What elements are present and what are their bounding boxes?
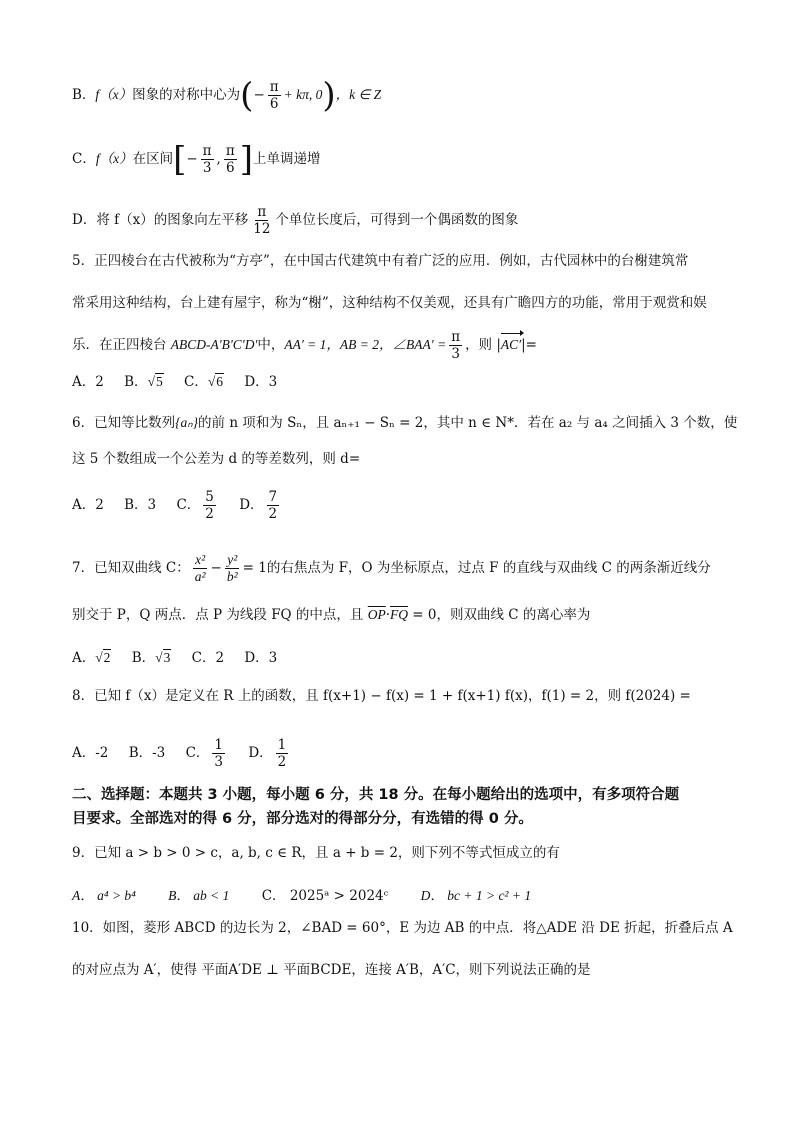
section-2-heading-line-2: 目要求。全部选对的得 6 分，部分选对的得部分分，有选错的得 0 分。	[72, 811, 533, 827]
frac-den: 6	[225, 160, 235, 177]
dot: ·	[385, 607, 391, 623]
frac-num: π	[257, 204, 267, 220]
text: = 0，则双曲线 C 的离心率为	[408, 607, 591, 623]
right-bracket: ]	[239, 139, 253, 180]
fraction-pi-6	[224, 144, 237, 175]
left-bracket: [	[173, 139, 187, 180]
q6-options	[72, 490, 298, 521]
frac-num: π	[202, 143, 212, 159]
frac-num: 7	[268, 489, 278, 505]
text: 6．已知等比数列	[72, 415, 176, 431]
option-label: B．	[72, 87, 96, 104]
text: 乐．在正四棱台	[72, 337, 171, 354]
q9-line-1: 9．已知 a > b > 0 > c，a, b, c ∈ R，且 a + b = 2，则下列不等式恒成立的有	[72, 845, 560, 861]
option-label: C．	[185, 745, 210, 762]
vector-ac: AC′	[501, 335, 521, 355]
frac-num: π	[225, 143, 235, 159]
option-label: C．	[72, 151, 96, 168]
frac-num: π	[269, 79, 279, 95]
option-a	[72, 648, 111, 668]
math-tail: ，k ∈ Z	[335, 87, 382, 103]
option-text: 个单位长度后，可得到一个偶函数的图象	[275, 212, 519, 229]
q8-options	[72, 738, 307, 769]
frac-den: a²	[194, 569, 206, 585]
q5-line-3	[72, 330, 537, 361]
function-symbol: f（x）	[95, 151, 133, 167]
frac-den: b²	[226, 569, 238, 585]
option-text: 在区间	[132, 151, 174, 168]
vector-op: $\overline{OP}$	[367, 607, 386, 622]
frac-num: 1	[277, 737, 287, 753]
option-b	[124, 372, 164, 392]
frac-den: 6	[269, 96, 279, 113]
math-expr: + kπ, 0	[283, 87, 323, 103]
option-d: D．3	[244, 374, 278, 390]
left-paren: (	[240, 75, 254, 116]
fraction-pi-3	[201, 144, 214, 175]
option-d: D．3	[244, 650, 278, 666]
text: 7．已知双曲线 C：	[72, 560, 190, 577]
sqrt-6: √6	[207, 374, 224, 389]
frac-num: x²	[193, 553, 207, 569]
option-d	[248, 738, 291, 769]
option-c	[186, 738, 228, 769]
fraction-pi-6	[268, 80, 281, 111]
fraction-pi-12	[251, 205, 272, 236]
frac-den: 2	[205, 506, 214, 523]
sqrt-5: √5	[147, 374, 163, 389]
q10-line-2: 的对应点为 A′，使得 平面A′DE ⊥ 平面BCDE，连接 A′B，A′C，则下列说法正确的是	[72, 962, 591, 978]
frac-den: 3	[451, 346, 460, 363]
text: ，则 |	[465, 337, 501, 354]
option-a: A．2	[72, 497, 104, 514]
frustum-name: ABCD-A'B'C'D'	[170, 337, 258, 353]
sqrt-3: √3	[155, 650, 171, 665]
math-expr: AA′ = 1，AB = 2，∠BAA′ =	[284, 337, 447, 353]
fraction	[212, 738, 225, 769]
q7-line-1	[72, 553, 711, 584]
radicand: 2	[103, 650, 111, 665]
text: 中，	[257, 337, 285, 354]
fraction	[203, 490, 216, 521]
q5-options	[72, 372, 293, 392]
q6-line-2: 这 5 个数组成一个公差为 d 的等差数列，则 d=	[72, 451, 361, 467]
frac-den: 2	[268, 506, 278, 523]
radicand: 3	[163, 650, 171, 665]
radicand: 6	[216, 374, 224, 389]
section-2-heading-line-1: 二、选择题：本题共 3 小题，每小题 6 分，共 18 分。在每小题给出的选项中，有多项符合题	[72, 787, 680, 803]
equals: = 1	[242, 560, 267, 577]
option-c: C． 2025ᵃ > 2024ᶜ	[261, 888, 389, 904]
option-text: 图象的对称中心为	[132, 87, 241, 104]
text: 别交于 P，Q 两点．点 P 为线段 FQ 的中点，且	[72, 607, 368, 623]
text: 的右焦点为 F，O 为坐标原点，过点 F 的直线与双曲线 C 的两条渐近线分	[266, 560, 711, 577]
option-b: B．3	[124, 497, 157, 514]
right-paren: )	[322, 75, 336, 116]
frac-den: 12	[253, 221, 271, 238]
q7-options	[72, 648, 293, 668]
q4-option-c	[72, 139, 321, 180]
option-text: 上单调递增	[252, 151, 321, 168]
text: |=	[521, 337, 537, 354]
fraction-y2-b2	[225, 553, 240, 584]
radicand: 5	[155, 374, 163, 389]
minus-sign: −	[186, 151, 198, 168]
frac-den: 3	[202, 160, 212, 177]
fraction-x2-a2	[193, 553, 208, 584]
option-a: A． a⁴ > b⁴	[72, 888, 136, 903]
option-a: A．2	[72, 374, 104, 390]
minus-sign: −	[210, 560, 222, 577]
option-label: B．	[124, 374, 148, 390]
fraction	[276, 738, 289, 769]
option-c	[184, 372, 224, 392]
frac-den: 3	[214, 754, 224, 771]
option-label: B．	[131, 650, 156, 666]
option-label: D．	[239, 497, 264, 514]
comma: ,	[216, 151, 221, 168]
option-label: C．	[176, 497, 201, 514]
option-text: 将 f（x）的图象向左平移	[96, 212, 249, 229]
q8-line-1: 8．已知 f（x）是定义在 R 上的函数，且 f(x+1) − f(x) = 1 + f(x+1) f(x)，f(1) = 2，则 f(2024) =	[72, 688, 691, 704]
fraction	[267, 490, 280, 521]
function-symbol: f（x）	[95, 87, 133, 103]
q4-option-d	[72, 205, 518, 236]
option-a: A．-2	[72, 745, 109, 762]
q6-line-1	[72, 413, 737, 433]
option-b: B． ab < 1	[168, 888, 230, 903]
q5-line-1: 5．正四棱台在古代被称为“方亭”，在中国古代建筑中有着广泛的应用．例如，古代园林中的台榭建筑常	[72, 253, 689, 269]
q5-line-2: 常采用这种结构，台上建有屋宇，称为“榭”，这种结构不仅美观，还具有广瞻四方的功能，常用于观赏和娱	[72, 295, 707, 311]
frac-num: y²	[225, 553, 239, 569]
option-c	[176, 490, 218, 521]
sqrt-2: √2	[95, 650, 111, 665]
text: 的前 n 项和为 Sₙ，且 aₙ₊₁ − Sₙ = 2，其中 n ∈ N*．若在 a₂ 与 a₄ 之间插入 3 个数，使	[198, 415, 738, 431]
option-label: C．	[184, 374, 208, 390]
q7-line-2	[72, 605, 590, 625]
option-b	[132, 648, 172, 668]
option-c: C．2	[191, 650, 225, 666]
option-label: D．	[72, 212, 97, 229]
frac-den: 2	[277, 754, 287, 771]
option-label: A．	[72, 650, 96, 666]
vector-fq: $\overline{FQ}$	[390, 607, 409, 622]
option-label: D．	[248, 745, 273, 762]
frac-num: 5	[205, 489, 214, 505]
fraction-pi-3	[449, 330, 462, 361]
q10-line-1: 10．如图，菱形 ABCD 的边长为 2，∠BAD = 60°，E 为边 AB 的中点．将△ADE 沿 DE 折起，折叠后点 A	[72, 920, 733, 936]
q4-option-b	[72, 75, 382, 116]
frac-num: 1	[214, 737, 224, 753]
option-d: D． bc + 1 > c² + 1	[420, 888, 532, 903]
sequence: {aₙ}	[175, 415, 199, 430]
frac-num: π	[451, 329, 461, 345]
option-d	[239, 490, 282, 521]
option-b: B．-3	[128, 745, 166, 762]
q9-options	[72, 886, 547, 906]
minus-sign: −	[253, 87, 265, 104]
